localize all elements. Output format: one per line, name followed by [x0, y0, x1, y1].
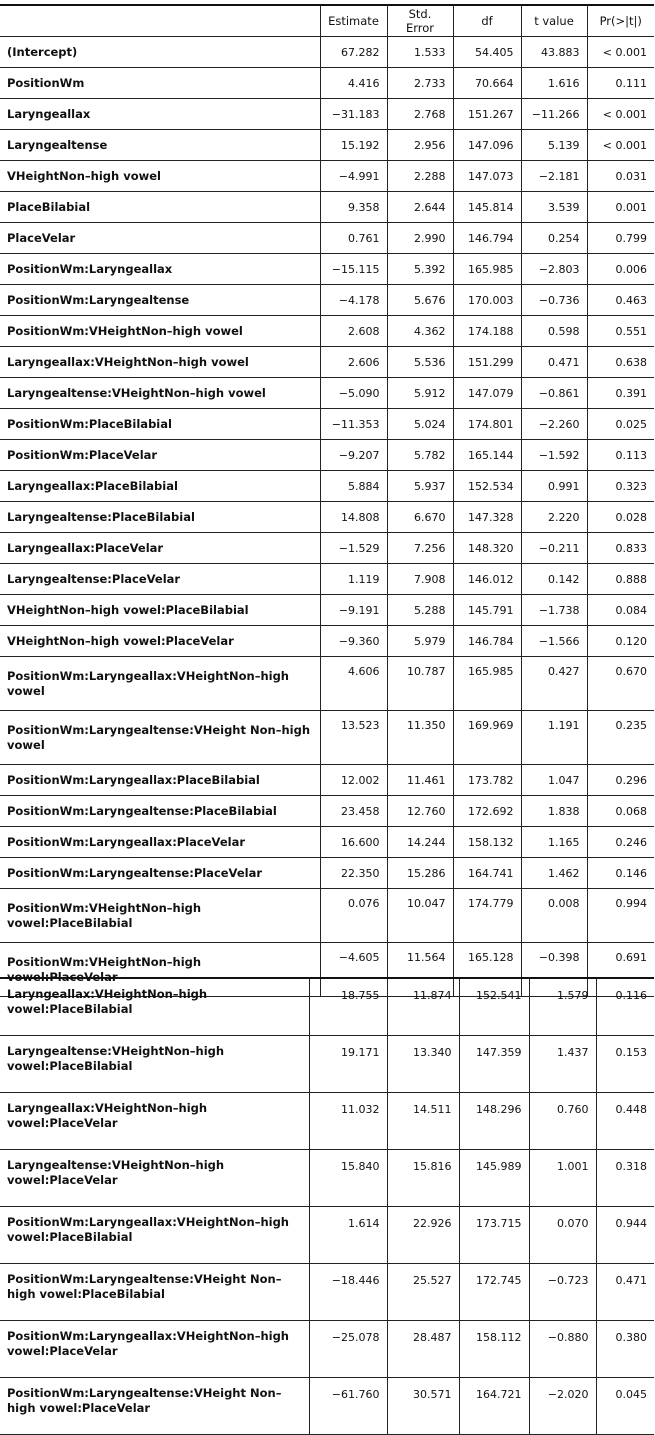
cell-estimate: 1.119 [320, 564, 387, 595]
cell-term: PositionWm:PlaceBilabial [0, 409, 320, 440]
cell-p-value: 0.323 [587, 471, 654, 502]
cell-p-value: 0.120 [587, 626, 654, 657]
cell-p-value: 0.833 [587, 533, 654, 564]
cell-df: 158.132 [453, 827, 521, 858]
cell-t-value: −2.181 [521, 161, 587, 192]
cell-p-value: 0.111 [587, 68, 654, 99]
cell-p-value: 0.113 [587, 440, 654, 471]
cell-estimate: 4.606 [320, 657, 387, 711]
table-row [0, 161, 654, 192]
cell-std-error: 15.816 [387, 1150, 459, 1207]
cell-estimate: −9.207 [320, 440, 387, 471]
cell-term: VHeightNon–high vowel:PlaceBilabial [0, 595, 320, 626]
cell-estimate: −9.191 [320, 595, 387, 626]
table-row [0, 626, 654, 657]
cell-t-value: 2.220 [521, 502, 587, 533]
cell-term: PositionWm:Laryngeallax [0, 254, 320, 285]
cell-df: 152.541 [459, 978, 529, 1036]
table-row [0, 657, 654, 711]
cell-p-value: 0.551 [587, 316, 654, 347]
cell-estimate: 1.614 [309, 1207, 387, 1264]
table-row [0, 316, 654, 347]
cell-term: Laryngealtense [0, 130, 320, 161]
cell-std-error: 12.760 [387, 796, 453, 827]
table-row [0, 564, 654, 595]
table-row [0, 533, 654, 564]
cell-std-error: 2.990 [387, 223, 453, 254]
cell-std-error: 2.956 [387, 130, 453, 161]
cell-t-value: 1.165 [521, 827, 587, 858]
cell-p-value: 0.391 [587, 378, 654, 409]
cell-df: 147.073 [453, 161, 521, 192]
cell-std-error: 2.288 [387, 161, 453, 192]
table-row [0, 1264, 654, 1321]
cell-estimate: 14.808 [320, 502, 387, 533]
header-t-value: t value [521, 5, 587, 37]
cell-term: PositionWm:Laryngealtense:VHeight Non–high vowel:PlaceBilabial [0, 1264, 309, 1321]
cell-t-value: 1.001 [529, 1150, 596, 1207]
cell-std-error: 2.733 [387, 68, 453, 99]
table-row [0, 978, 654, 1036]
header-row [0, 5, 654, 37]
cell-t-value: 0.598 [521, 316, 587, 347]
cell-estimate: −1.529 [320, 533, 387, 564]
cell-t-value: −2.020 [529, 1378, 596, 1435]
cell-t-value: 1.616 [521, 68, 587, 99]
cell-t-value: −2.803 [521, 254, 587, 285]
cell-p-value: 0.463 [587, 285, 654, 316]
cell-df: 165.128 [453, 943, 521, 997]
cell-std-error: 11.461 [387, 765, 453, 796]
cell-t-value: 5.139 [521, 130, 587, 161]
cell-term: PlaceVelar [0, 223, 320, 254]
cell-p-value: < 0.001 [587, 37, 654, 68]
cell-term: PositionWm:Laryngealtense:PlaceVelar [0, 858, 320, 889]
table-row [0, 711, 654, 765]
cell-t-value: −0.861 [521, 378, 587, 409]
cell-std-error: 5.782 [387, 440, 453, 471]
cell-t-value: −0.736 [521, 285, 587, 316]
cell-df: 165.144 [453, 440, 521, 471]
cell-term: PositionWm:PlaceVelar [0, 440, 320, 471]
cell-estimate: 23.458 [320, 796, 387, 827]
cell-t-value: 1.437 [529, 1036, 596, 1093]
cell-df: 173.715 [459, 1207, 529, 1264]
cell-term: PositionWm:VHeightNon–high vowel:PlaceVelar [0, 943, 320, 997]
cell-estimate: 4.416 [320, 68, 387, 99]
cell-std-error: 22.926 [387, 1207, 459, 1264]
table-row [0, 1207, 654, 1264]
cell-term: Laryngealtense:VHeightNon–high vowel:PlaceBilabial [0, 1036, 309, 1093]
cell-estimate: −4.178 [320, 285, 387, 316]
table-row [0, 595, 654, 626]
cell-t-value: −0.211 [521, 533, 587, 564]
cell-p-value: 0.471 [596, 1264, 654, 1321]
cell-term: PlaceBilabial [0, 192, 320, 223]
cell-std-error: 11.564 [387, 943, 453, 997]
cell-t-value: 1.047 [521, 765, 587, 796]
table-body-part-1 [0, 37, 654, 997]
cell-std-error: 2.768 [387, 99, 453, 130]
cell-std-error: 13.340 [387, 1036, 459, 1093]
cell-p-value: 0.153 [596, 1036, 654, 1093]
cell-estimate: −4.991 [320, 161, 387, 192]
cell-p-value: < 0.001 [587, 130, 654, 161]
cell-estimate: 15.840 [309, 1150, 387, 1207]
cell-std-error: 5.912 [387, 378, 453, 409]
cell-t-value: 1.191 [521, 711, 587, 765]
cell-t-value: 0.008 [521, 889, 587, 943]
cell-term: (Intercept) [0, 37, 320, 68]
table-row [0, 889, 654, 943]
cell-std-error: 30.571 [387, 1378, 459, 1435]
cell-std-error: 2.644 [387, 192, 453, 223]
table-row [0, 440, 654, 471]
cell-df: 164.741 [453, 858, 521, 889]
cell-df: 146.784 [453, 626, 521, 657]
cell-p-value: 0.944 [596, 1207, 654, 1264]
cell-df: 145.989 [459, 1150, 529, 1207]
cell-term: PositionWm:Laryngealtense:VHeight Non–high vowel [0, 711, 320, 765]
cell-term: VHeightNon–high vowel:PlaceVelar [0, 626, 320, 657]
cell-p-value: 0.638 [587, 347, 654, 378]
cell-std-error: 5.536 [387, 347, 453, 378]
cell-t-value: 0.471 [521, 347, 587, 378]
cell-term: Laryngeallax:VHeightNon–high vowel:PlaceVelar [0, 1093, 309, 1150]
table-row [0, 378, 654, 409]
cell-estimate: −9.360 [320, 626, 387, 657]
cell-df: 170.003 [453, 285, 521, 316]
cell-estimate: 9.358 [320, 192, 387, 223]
cell-p-value: 0.028 [587, 502, 654, 533]
cell-std-error: 14.511 [387, 1093, 459, 1150]
cell-df: 169.969 [453, 711, 521, 765]
cell-term: PositionWm:Laryngeallax:VHeightNon–high vowel [0, 657, 320, 711]
cell-estimate: −15.115 [320, 254, 387, 285]
cell-term: Laryngeallax:PlaceVelar [0, 533, 320, 564]
cell-estimate: 22.350 [320, 858, 387, 889]
cell-term: PositionWm:Laryngeallax:VHeightNon–high vowel:PlaceBilabial [0, 1207, 309, 1264]
cell-df: 158.112 [459, 1321, 529, 1378]
cell-df: 147.328 [453, 502, 521, 533]
cell-term: PositionWm:Laryngealtense:VHeight Non–high vowel:PlaceVelar [0, 1378, 309, 1435]
cell-p-value: 0.235 [587, 711, 654, 765]
table-row [0, 68, 654, 99]
cell-t-value: −0.880 [529, 1321, 596, 1378]
cell-std-error: 4.362 [387, 316, 453, 347]
cell-df: 174.188 [453, 316, 521, 347]
cell-term: VHeightNon–high vowel [0, 161, 320, 192]
cell-p-value: 0.670 [587, 657, 654, 711]
cell-df: 146.012 [453, 564, 521, 595]
cell-df: 172.745 [459, 1264, 529, 1321]
header-term [0, 5, 320, 37]
cell-std-error: 5.024 [387, 409, 453, 440]
cell-df: 165.985 [453, 657, 521, 711]
table-row [0, 796, 654, 827]
cell-estimate: −31.183 [320, 99, 387, 130]
cell-std-error: 10.787 [387, 657, 453, 711]
table-row [0, 1093, 654, 1150]
cell-p-value: 0.146 [587, 858, 654, 889]
cell-p-value: 0.380 [596, 1321, 654, 1378]
cell-std-error: 5.392 [387, 254, 453, 285]
table-row [0, 99, 654, 130]
cell-df: 151.299 [453, 347, 521, 378]
cell-estimate: 16.600 [320, 827, 387, 858]
table-row [0, 1378, 654, 1435]
cell-term: Laryngeallax [0, 99, 320, 130]
table-row [0, 347, 654, 378]
table-row [0, 192, 654, 223]
table-row [0, 409, 654, 440]
cell-std-error: 6.670 [387, 502, 453, 533]
cell-p-value: < 0.001 [587, 99, 654, 130]
cell-term: PositionWm:Laryngealtense:PlaceBilabial [0, 796, 320, 827]
cell-df: 147.079 [453, 378, 521, 409]
cell-p-value: 0.799 [587, 223, 654, 254]
cell-t-value: 0.991 [521, 471, 587, 502]
cell-term: Laryngealtense:PlaceVelar [0, 564, 320, 595]
table-row [0, 471, 654, 502]
cell-p-value: 0.691 [587, 943, 654, 997]
cell-std-error: 5.979 [387, 626, 453, 657]
cell-estimate: −25.078 [309, 1321, 387, 1378]
table-row [0, 254, 654, 285]
cell-p-value: 0.448 [596, 1093, 654, 1150]
cell-term: PositionWm:VHeightNon–high vowel:PlaceBilabial [0, 889, 320, 943]
cell-term: PositionWm:Laryngealtense [0, 285, 320, 316]
cell-t-value: 1.838 [521, 796, 587, 827]
cell-estimate: −11.353 [320, 409, 387, 440]
cell-df: 174.779 [453, 889, 521, 943]
cell-t-value: −1.592 [521, 440, 587, 471]
cell-estimate: 19.171 [309, 1036, 387, 1093]
table-row [0, 1150, 654, 1207]
cell-p-value: 0.025 [587, 409, 654, 440]
table-row [0, 1036, 654, 1093]
cell-estimate: 0.761 [320, 223, 387, 254]
table-row [0, 502, 654, 533]
cell-term: Laryngealtense:PlaceBilabial [0, 502, 320, 533]
cell-term: Laryngeallax:VHeightNon–high vowel [0, 347, 320, 378]
table-row [0, 37, 654, 68]
cell-estimate: 15.192 [320, 130, 387, 161]
header-df: df [453, 5, 521, 37]
cell-df: 148.320 [453, 533, 521, 564]
table-body-part-2 [0, 978, 654, 1435]
cell-estimate: 13.523 [320, 711, 387, 765]
cell-p-value: 0.006 [587, 254, 654, 285]
cell-estimate: 67.282 [320, 37, 387, 68]
header-p-value: Pr(>|t|) [587, 5, 654, 37]
cell-std-error: 7.256 [387, 533, 453, 564]
cell-p-value: 0.318 [596, 1150, 654, 1207]
cell-std-error: 10.047 [387, 889, 453, 943]
cell-term: Laryngealtense:VHeightNon–high vowel [0, 378, 320, 409]
cell-estimate: 5.884 [320, 471, 387, 502]
header-estimate: Estimate [320, 5, 387, 37]
cell-std-error: 14.244 [387, 827, 453, 858]
cell-std-error: 11.350 [387, 711, 453, 765]
cell-term: PositionWm [0, 68, 320, 99]
cell-t-value: −11.266 [521, 99, 587, 130]
cell-std-error: 5.676 [387, 285, 453, 316]
cell-t-value: −0.723 [529, 1264, 596, 1321]
cell-p-value: 0.296 [587, 765, 654, 796]
cell-t-value: 0.070 [529, 1207, 596, 1264]
cell-std-error: 5.288 [387, 595, 453, 626]
cell-df: 174.801 [453, 409, 521, 440]
cell-df: 145.791 [453, 595, 521, 626]
header-std-error: Std. Error [387, 5, 453, 37]
cell-term: Laryngeallax:VHeightNon–high vowel:PlaceBilabial [0, 978, 309, 1036]
cell-term: PositionWm:Laryngeallax:PlaceVelar [0, 827, 320, 858]
cell-estimate: −18.446 [309, 1264, 387, 1321]
cell-t-value: 1.462 [521, 858, 587, 889]
cell-p-value: 0.116 [596, 978, 654, 1036]
cell-p-value: 0.246 [587, 827, 654, 858]
cell-std-error: 7.908 [387, 564, 453, 595]
cell-t-value: 3.539 [521, 192, 587, 223]
cell-p-value: 0.888 [587, 564, 654, 595]
cell-term: PositionWm:Laryngeallax:VHeightNon–high vowel:PlaceVelar [0, 1321, 309, 1378]
cell-p-value: 0.994 [587, 889, 654, 943]
coefficients-table-part-2 [0, 977, 654, 1435]
cell-estimate: −61.760 [309, 1378, 387, 1435]
cell-df: 147.096 [453, 130, 521, 161]
cell-t-value: −2.260 [521, 409, 587, 440]
cell-estimate: 2.606 [320, 347, 387, 378]
cell-std-error: 11.874 [387, 978, 459, 1036]
cell-df: 152.534 [453, 471, 521, 502]
cell-estimate: 2.608 [320, 316, 387, 347]
cell-p-value: 0.068 [587, 796, 654, 827]
cell-p-value: 0.084 [587, 595, 654, 626]
cell-df: 54.405 [453, 37, 521, 68]
cell-estimate: 11.032 [309, 1093, 387, 1150]
cell-std-error: 25.527 [387, 1264, 459, 1321]
cell-t-value: 0.427 [521, 657, 587, 711]
cell-term: PositionWm:Laryngeallax:PlaceBilabial [0, 765, 320, 796]
cell-estimate: −4.605 [320, 943, 387, 997]
cell-df: 165.985 [453, 254, 521, 285]
cell-term: Laryngeallax:PlaceBilabial [0, 471, 320, 502]
table-row [0, 285, 654, 316]
cell-df: 173.782 [453, 765, 521, 796]
cell-df: 164.721 [459, 1378, 529, 1435]
cell-estimate: 0.076 [320, 889, 387, 943]
cell-t-value: 43.883 [521, 37, 587, 68]
cell-df: 145.814 [453, 192, 521, 223]
cell-df: 146.794 [453, 223, 521, 254]
cell-t-value: −1.738 [521, 595, 587, 626]
cell-p-value: 0.001 [587, 192, 654, 223]
cell-t-value: 1.579 [529, 978, 596, 1036]
cell-t-value: 0.142 [521, 564, 587, 595]
cell-estimate: 18.755 [309, 978, 387, 1036]
cell-p-value: 0.031 [587, 161, 654, 192]
cell-t-value: 0.254 [521, 223, 587, 254]
cell-std-error: 5.937 [387, 471, 453, 502]
cell-std-error: 1.533 [387, 37, 453, 68]
cell-t-value: −0.398 [521, 943, 587, 997]
cell-p-value: 0.045 [596, 1378, 654, 1435]
cell-term: PositionWm:VHeightNon–high vowel [0, 316, 320, 347]
cell-estimate: 12.002 [320, 765, 387, 796]
table-row [0, 1321, 654, 1378]
cell-df: 147.359 [459, 1036, 529, 1093]
cell-df: 148.296 [459, 1093, 529, 1150]
cell-df: 70.664 [453, 68, 521, 99]
cell-t-value: −1.566 [521, 626, 587, 657]
cell-std-error: 28.487 [387, 1321, 459, 1378]
cell-df: 172.692 [453, 796, 521, 827]
cell-df: 151.267 [453, 99, 521, 130]
cell-term: Laryngealtense:VHeightNon–high vowel:PlaceVelar [0, 1150, 309, 1207]
coefficients-table-part-1 [0, 4, 654, 997]
table-row [0, 130, 654, 161]
table-row [0, 223, 654, 254]
cell-t-value: 0.760 [529, 1093, 596, 1150]
cell-estimate: −5.090 [320, 378, 387, 409]
table-row [0, 827, 654, 858]
table-row [0, 858, 654, 889]
cell-std-error: 15.286 [387, 858, 453, 889]
table-row [0, 765, 654, 796]
